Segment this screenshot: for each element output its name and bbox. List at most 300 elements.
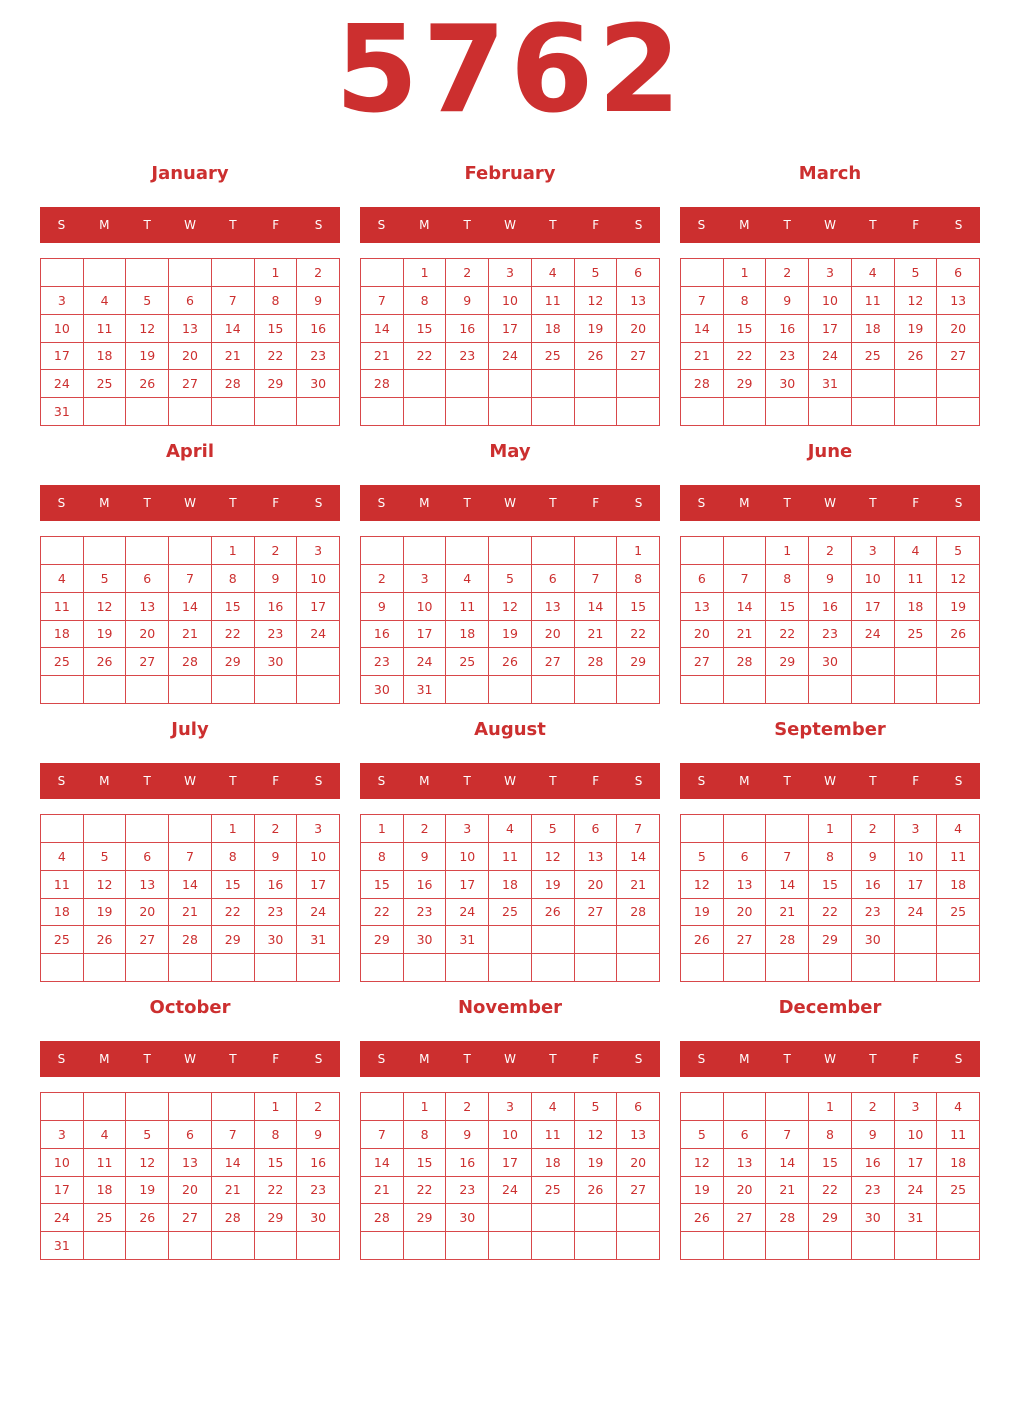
month-april	[40, 428, 340, 706]
weekday-label: M	[739, 218, 750, 232]
day-grid	[360, 258, 660, 426]
day-cell: 10	[41, 315, 84, 343]
day-cell: 2	[852, 815, 895, 843]
day-cell: 21	[681, 343, 724, 371]
weekday-header	[680, 763, 980, 799]
day-cell: 9	[446, 287, 489, 315]
day-cell: 20	[724, 1177, 767, 1205]
day-cell: 8	[404, 287, 447, 315]
day-cell: 10	[809, 287, 852, 315]
day-cell: 20	[169, 1177, 212, 1205]
day-cell: 27	[724, 926, 767, 954]
day-cell: 21	[575, 621, 618, 649]
day-cell: 18	[41, 621, 84, 649]
day-cell: 18	[532, 315, 575, 343]
day-cell: 11	[532, 1121, 575, 1149]
empty-day-cell	[169, 259, 212, 287]
empty-day-cell	[681, 1232, 724, 1260]
month-september	[680, 706, 980, 984]
day-cell: 7	[361, 1121, 404, 1149]
weekday-label: W	[184, 774, 196, 788]
day-cell: 16	[404, 871, 447, 899]
day-cell: 5	[575, 1093, 618, 1121]
day-cell: 16	[255, 871, 298, 899]
weekday-label: S	[954, 1052, 963, 1066]
day-cell: 16	[852, 871, 895, 899]
month-name: April	[165, 441, 215, 462]
day-cell: 25	[532, 343, 575, 371]
weekday-label: F	[912, 496, 920, 510]
weekday-label: M	[419, 218, 430, 232]
day-cell: 22	[617, 621, 660, 649]
day-cell: 25	[937, 1177, 980, 1205]
year-title: 5762	[335, 1, 685, 140]
day-cell: 14	[361, 1149, 404, 1177]
month-march	[680, 150, 980, 428]
empty-day-cell	[895, 676, 938, 704]
day-cell: 1	[766, 537, 809, 565]
day-cell: 15	[404, 315, 447, 343]
day-cell: 9	[809, 565, 852, 593]
day-cell: 25	[41, 926, 84, 954]
day-cell: 11	[937, 843, 980, 871]
day-cell: 27	[126, 648, 169, 676]
weekday-label: T	[229, 496, 237, 510]
day-cell: 23	[852, 1177, 895, 1205]
day-cell: 27	[169, 1204, 212, 1232]
empty-day-cell	[895, 926, 938, 954]
day-cell: 31	[41, 1232, 84, 1260]
weekday-label: T	[549, 1052, 557, 1066]
empty-day-cell	[41, 537, 84, 565]
day-cell: 31	[809, 370, 852, 398]
empty-day-cell	[937, 398, 980, 426]
empty-day-cell	[617, 926, 660, 954]
weekday-label: W	[184, 496, 196, 510]
day-grid	[360, 536, 660, 704]
weekday-label: T	[229, 1052, 237, 1066]
empty-day-cell	[169, 954, 212, 982]
empty-day-cell	[126, 1093, 169, 1121]
weekday-label: S	[634, 774, 643, 788]
empty-day-cell	[937, 676, 980, 704]
weekday-label: M	[99, 774, 110, 788]
day-cell: 11	[84, 1149, 127, 1177]
empty-day-cell	[852, 648, 895, 676]
day-cell: 19	[84, 621, 127, 649]
day-cell: 6	[937, 259, 980, 287]
day-cell: 3	[41, 287, 84, 315]
day-cell: 10	[41, 1149, 84, 1177]
empty-day-cell	[617, 370, 660, 398]
day-cell: 18	[937, 871, 980, 899]
empty-day-cell	[84, 1232, 127, 1260]
empty-day-cell	[532, 398, 575, 426]
day-cell: 24	[895, 899, 938, 927]
empty-day-cell	[489, 676, 532, 704]
month-february	[360, 150, 660, 428]
day-cell: 15	[212, 593, 255, 621]
weekday-label: T	[869, 218, 877, 232]
day-cell: 17	[297, 871, 340, 899]
day-cell: 18	[84, 1177, 127, 1205]
day-cell: 28	[212, 370, 255, 398]
empty-day-cell	[532, 1204, 575, 1232]
empty-day-cell	[895, 954, 938, 982]
empty-day-cell	[489, 398, 532, 426]
months-grid	[40, 150, 980, 1262]
day-cell: 29	[809, 926, 852, 954]
day-cell: 4	[895, 537, 938, 565]
day-cell: 12	[84, 871, 127, 899]
weekday-label: W	[504, 496, 516, 510]
day-cell: 15	[212, 871, 255, 899]
empty-day-cell	[446, 398, 489, 426]
weekday-label: M	[739, 774, 750, 788]
day-cell: 22	[255, 343, 298, 371]
empty-day-cell	[724, 954, 767, 982]
empty-day-cell	[617, 954, 660, 982]
day-cell: 5	[532, 815, 575, 843]
weekday-label: F	[592, 1052, 600, 1066]
month-name: October	[149, 997, 231, 1018]
weekday-header	[40, 1041, 340, 1077]
day-cell: 14	[212, 315, 255, 343]
day-cell: 12	[681, 871, 724, 899]
empty-day-cell	[126, 537, 169, 565]
weekday-header	[360, 207, 660, 243]
day-cell: 29	[724, 370, 767, 398]
day-cell: 4	[532, 1093, 575, 1121]
day-cell: 16	[297, 315, 340, 343]
day-cell: 21	[361, 343, 404, 371]
day-cell: 18	[84, 343, 127, 371]
empty-day-cell	[937, 1232, 980, 1260]
empty-day-cell	[255, 398, 298, 426]
empty-day-cell	[575, 954, 618, 982]
day-cell: 8	[361, 843, 404, 871]
day-cell: 16	[297, 1149, 340, 1177]
empty-day-cell	[84, 676, 127, 704]
day-cell: 17	[41, 1177, 84, 1205]
day-cell: 5	[84, 843, 127, 871]
day-cell: 30	[852, 1204, 895, 1232]
day-cell: 16	[809, 593, 852, 621]
day-cell: 17	[852, 593, 895, 621]
weekday-label: S	[697, 218, 706, 232]
day-cell: 19	[681, 899, 724, 927]
month-october	[40, 984, 340, 1262]
empty-day-cell	[361, 1093, 404, 1121]
weekday-label: T	[229, 774, 237, 788]
empty-day-cell	[41, 815, 84, 843]
empty-day-cell	[255, 676, 298, 704]
day-cell: 19	[895, 315, 938, 343]
day-cell: 20	[126, 899, 169, 927]
weekday-label: T	[143, 218, 151, 232]
weekday-label: W	[504, 1052, 516, 1066]
day-cell: 1	[809, 815, 852, 843]
day-cell: 17	[446, 871, 489, 899]
day-cell: 10	[852, 565, 895, 593]
empty-day-cell	[361, 398, 404, 426]
day-cell: 24	[489, 1177, 532, 1205]
day-cell: 2	[446, 1093, 489, 1121]
empty-day-cell	[681, 815, 724, 843]
weekday-label: S	[954, 218, 963, 232]
weekday-header	[680, 207, 980, 243]
day-cell: 10	[404, 593, 447, 621]
day-cell: 28	[361, 370, 404, 398]
day-cell: 26	[575, 1177, 618, 1205]
day-cell: 25	[84, 370, 127, 398]
day-cell: 11	[41, 593, 84, 621]
month-name: February	[464, 163, 556, 184]
weekday-label: W	[824, 218, 836, 232]
month-january	[40, 150, 340, 428]
empty-day-cell	[766, 954, 809, 982]
weekday-label: T	[549, 218, 557, 232]
day-cell: 30	[297, 370, 340, 398]
day-cell: 6	[681, 565, 724, 593]
day-cell: 27	[724, 1204, 767, 1232]
empty-day-cell	[404, 537, 447, 565]
day-cell: 4	[937, 815, 980, 843]
day-cell: 15	[766, 593, 809, 621]
day-cell: 27	[617, 1177, 660, 1205]
day-cell: 9	[361, 593, 404, 621]
day-cell: 26	[126, 1204, 169, 1232]
empty-day-cell	[681, 398, 724, 426]
month-may	[360, 428, 660, 706]
day-cell: 16	[446, 1149, 489, 1177]
weekday-label: W	[504, 218, 516, 232]
empty-day-cell	[212, 1093, 255, 1121]
day-cell: 13	[681, 593, 724, 621]
day-cell: 26	[895, 343, 938, 371]
day-cell: 11	[937, 1121, 980, 1149]
day-cell: 8	[617, 565, 660, 593]
day-cell: 3	[297, 815, 340, 843]
day-cell: 9	[446, 1121, 489, 1149]
day-cell: 1	[617, 537, 660, 565]
day-cell: 19	[126, 1177, 169, 1205]
day-cell: 5	[126, 1121, 169, 1149]
weekday-header	[680, 485, 980, 521]
day-cell: 28	[169, 926, 212, 954]
empty-day-cell	[84, 815, 127, 843]
empty-day-cell	[126, 398, 169, 426]
empty-day-cell	[361, 1232, 404, 1260]
day-cell: 2	[255, 537, 298, 565]
empty-day-cell	[937, 926, 980, 954]
empty-day-cell	[489, 1204, 532, 1232]
day-cell: 2	[255, 815, 298, 843]
weekday-label: S	[314, 774, 323, 788]
weekday-label: T	[783, 218, 791, 232]
day-cell: 6	[169, 1121, 212, 1149]
day-cell: 29	[255, 1204, 298, 1232]
day-cell: 12	[937, 565, 980, 593]
day-cell: 29	[809, 1204, 852, 1232]
day-cell: 23	[446, 343, 489, 371]
day-cell: 4	[489, 815, 532, 843]
empty-day-cell	[575, 370, 618, 398]
month-name: June	[807, 441, 853, 462]
day-cell: 27	[681, 648, 724, 676]
day-cell: 17	[404, 621, 447, 649]
empty-day-cell	[681, 676, 724, 704]
empty-day-cell	[446, 954, 489, 982]
empty-day-cell	[809, 676, 852, 704]
day-cell: 11	[489, 843, 532, 871]
day-cell: 6	[724, 843, 767, 871]
day-cell: 27	[617, 343, 660, 371]
empty-day-cell	[41, 259, 84, 287]
day-grid	[680, 1092, 980, 1260]
day-grid	[680, 536, 980, 704]
day-cell: 19	[681, 1177, 724, 1205]
day-cell: 26	[126, 370, 169, 398]
day-cell: 17	[895, 871, 938, 899]
empty-day-cell	[212, 676, 255, 704]
day-cell: 19	[84, 899, 127, 927]
empty-day-cell	[169, 1093, 212, 1121]
weekday-label: M	[99, 218, 110, 232]
day-cell: 30	[255, 926, 298, 954]
day-cell: 22	[766, 621, 809, 649]
weekday-label: S	[634, 496, 643, 510]
day-cell: 5	[575, 259, 618, 287]
day-cell: 7	[681, 287, 724, 315]
day-cell: 12	[895, 287, 938, 315]
day-cell: 7	[169, 843, 212, 871]
weekday-label: F	[272, 496, 280, 510]
weekday-header	[360, 1041, 660, 1077]
day-cell: 13	[532, 593, 575, 621]
empty-day-cell	[41, 1093, 84, 1121]
day-cell: 5	[681, 1121, 724, 1149]
empty-day-cell	[255, 1232, 298, 1260]
day-cell: 3	[895, 1093, 938, 1121]
weekday-label: T	[783, 496, 791, 510]
weekday-label: W	[824, 1052, 836, 1066]
day-cell: 5	[489, 565, 532, 593]
day-cell: 18	[41, 899, 84, 927]
day-cell: 14	[617, 843, 660, 871]
day-cell: 7	[617, 815, 660, 843]
day-cell: 24	[41, 370, 84, 398]
day-cell: 12	[126, 315, 169, 343]
day-cell: 31	[404, 676, 447, 704]
empty-day-cell	[255, 954, 298, 982]
day-cell: 10	[895, 1121, 938, 1149]
day-cell: 18	[446, 621, 489, 649]
day-cell: 7	[766, 843, 809, 871]
weekday-label: T	[229, 218, 237, 232]
empty-day-cell	[489, 954, 532, 982]
empty-day-cell	[489, 926, 532, 954]
empty-day-cell	[681, 1093, 724, 1121]
empty-day-cell	[169, 398, 212, 426]
day-cell: 4	[41, 843, 84, 871]
empty-day-cell	[532, 954, 575, 982]
empty-day-cell	[724, 398, 767, 426]
month-name: August	[474, 719, 546, 740]
day-cell: 3	[41, 1121, 84, 1149]
weekday-label: M	[419, 1052, 430, 1066]
day-cell: 29	[766, 648, 809, 676]
day-cell: 2	[766, 259, 809, 287]
day-cell: 23	[255, 621, 298, 649]
day-cell: 6	[532, 565, 575, 593]
empty-day-cell	[852, 676, 895, 704]
day-cell: 14	[575, 593, 618, 621]
empty-day-cell	[84, 537, 127, 565]
day-cell: 17	[297, 593, 340, 621]
day-cell: 10	[297, 843, 340, 871]
day-cell: 24	[852, 621, 895, 649]
weekday-label: F	[272, 774, 280, 788]
day-cell: 9	[852, 1121, 895, 1149]
weekday-header	[40, 485, 340, 521]
weekday-label: T	[869, 496, 877, 510]
day-cell: 21	[361, 1177, 404, 1205]
day-cell: 2	[404, 815, 447, 843]
weekday-label: M	[739, 496, 750, 510]
day-cell: 7	[724, 565, 767, 593]
day-cell: 2	[297, 259, 340, 287]
day-cell: 8	[404, 1121, 447, 1149]
day-cell: 13	[724, 871, 767, 899]
weekday-label: T	[463, 1052, 471, 1066]
day-cell: 3	[297, 537, 340, 565]
day-cell: 24	[446, 899, 489, 927]
day-cell: 27	[126, 926, 169, 954]
day-cell: 17	[489, 315, 532, 343]
empty-day-cell	[212, 398, 255, 426]
empty-day-cell	[297, 1232, 340, 1260]
weekday-label: T	[549, 774, 557, 788]
day-cell: 25	[852, 343, 895, 371]
weekday-header	[360, 763, 660, 799]
day-cell: 1	[724, 259, 767, 287]
weekday-label: F	[272, 1052, 280, 1066]
weekday-label: M	[739, 1052, 750, 1066]
day-cell: 27	[169, 370, 212, 398]
empty-day-cell	[852, 954, 895, 982]
day-cell: 2	[809, 537, 852, 565]
empty-day-cell	[724, 537, 767, 565]
day-cell: 25	[895, 621, 938, 649]
empty-day-cell	[532, 1232, 575, 1260]
day-cell: 2	[852, 1093, 895, 1121]
month-name: January	[151, 163, 229, 184]
day-cell: 4	[852, 259, 895, 287]
day-cell: 25	[84, 1204, 127, 1232]
weekday-label: F	[912, 1052, 920, 1066]
day-cell: 25	[489, 899, 532, 927]
day-cell: 12	[532, 843, 575, 871]
day-cell: 15	[617, 593, 660, 621]
day-grid	[360, 814, 660, 982]
day-cell: 21	[169, 621, 212, 649]
weekday-header	[360, 485, 660, 521]
day-cell: 29	[212, 926, 255, 954]
weekday-label: M	[419, 496, 430, 510]
day-cell: 22	[255, 1177, 298, 1205]
month-name: September	[774, 719, 886, 740]
